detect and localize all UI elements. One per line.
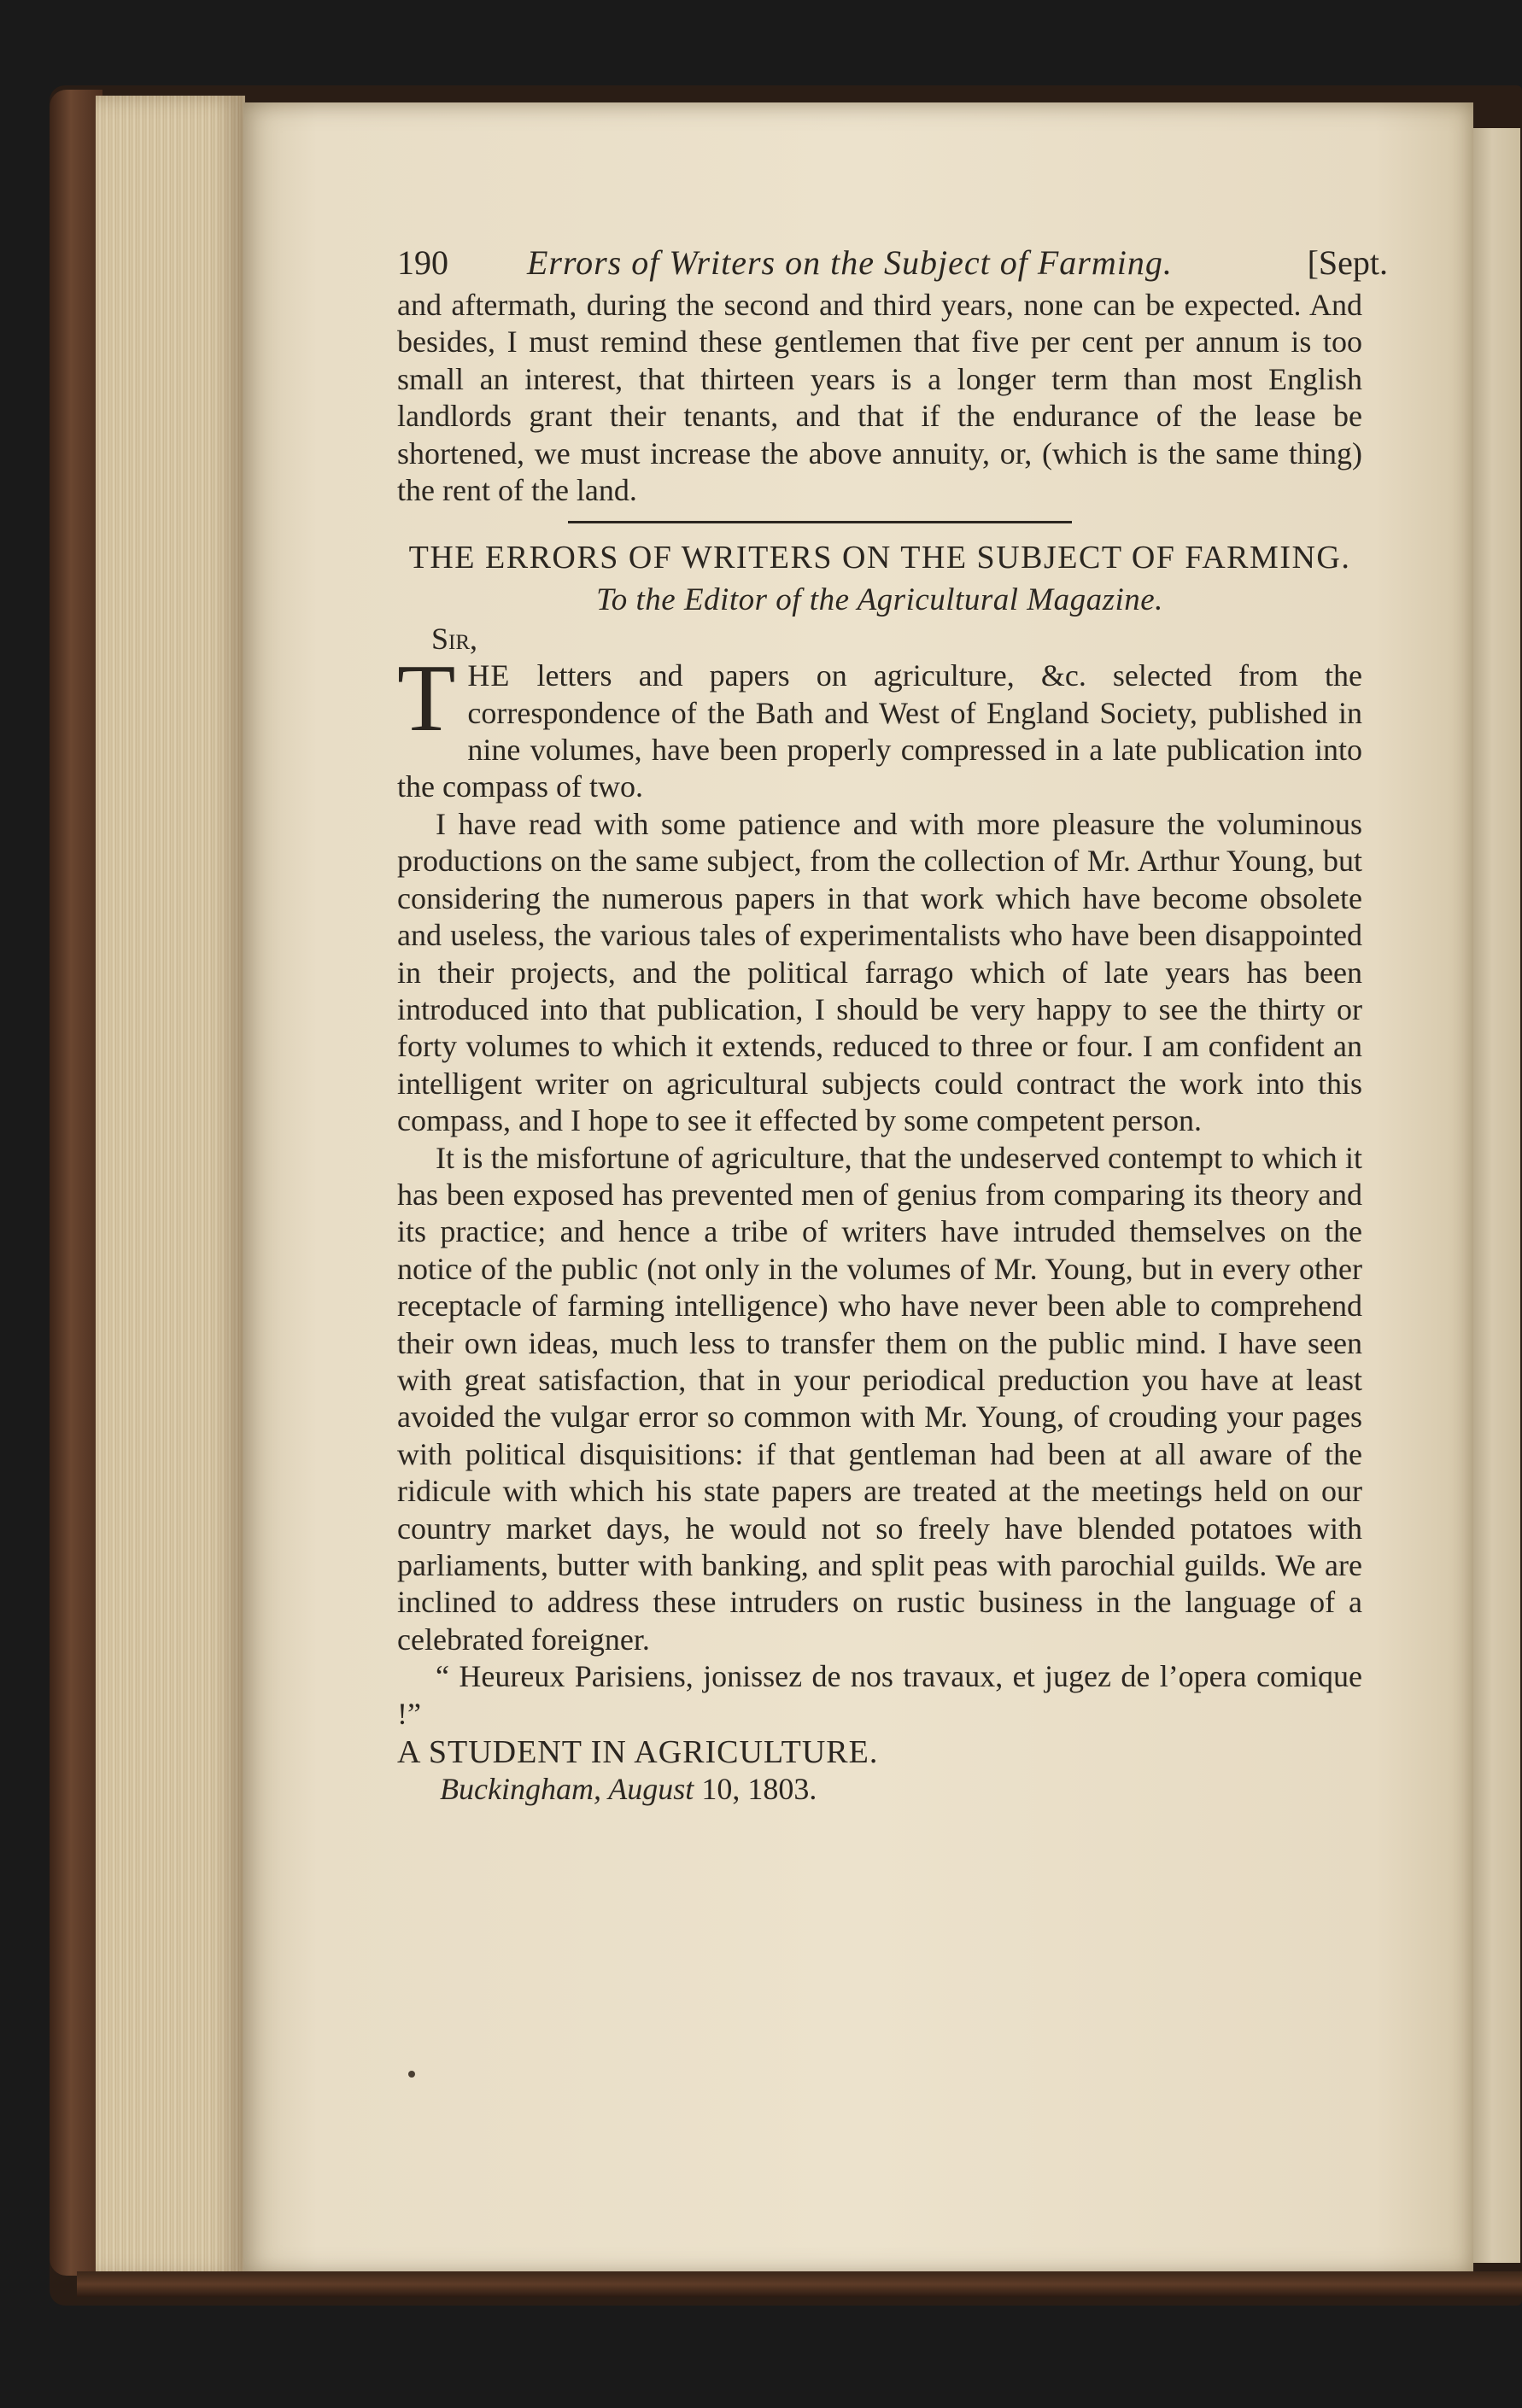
next-page-edge: [1473, 128, 1520, 2263]
running-header: [397, 239, 1388, 287]
page-number: 190: [397, 243, 448, 282]
page-block-edges: [96, 96, 245, 2277]
previous-article-ending: and aftermath, during the second and third years, none can be expected. And besides, I must remind these gentlemen that five per cent per annum is too small an interest, that thirteen years is a longer term than most English landlords grant their tenants, and that if the endurance of the lease be shortened, we must increase the above annuity, or, (which is the same thing) the rent of the land.: [397, 288, 1362, 508]
first-word: HE: [467, 658, 511, 693]
salutation: Sir,: [431, 621, 478, 656]
cover-bottom-edge: [77, 2271, 1522, 2297]
article-title: THE ERRORS OF WRITERS ON THE SUBJECT OF FARMING.: [408, 540, 1351, 576]
paragraph-2: I have read with some patience and with more pleasure the voluminous productions on the same subject, from the collection of Mr. Arthur Young, but considering the numerous papers in that work which have become obsolete and useless, the various tales of experimentalists who have been disappointed in their projects, and the political farrago which of late years has been introduced into that publication, I should be very happy to see the thirty or forty volumes to which it extends, reduced to three or four. I am confident an intelligent writer on agricultural subjects could contract the work into this compass, and I hope to see it effected by some competent person.: [397, 806, 1362, 1138]
quotation: “ Heureux Parisiens, jonissez de nos travaux, et jugez de l’opera comique !”: [397, 1659, 1362, 1731]
cover-spine-edge: [50, 90, 102, 2276]
paragraph-3: It is the misfortune of agriculture, that the undeserved contempt to which it has been exposed has prevented men of genius from comparing its theory and its practice; and hence a tribe of writers have intruded themselves on the notice of the public (not only in the volumes of Mr. Young, but in every other receptacle of farming intelligence) who have never been able to comprehend their own ideas, much less to transfer them on the public mind. I have seen with great satisfaction, that in your periodical preduction you have at least avoided the vulgar error so common with Mr. Young, of crouding your pages with political disquisitions: if that gentleman had been at all aware of the ridicule with which his state papers are treated at the meetings held on our country market days, he would not so freely have blended potatoes with parliaments, butter with banking, and split peas with parochial guilds. We are inclined to address these intruders on rustic business in the language of a celebrated foreigner.: [397, 1140, 1362, 1657]
date: 10, 1803.: [701, 1772, 817, 1807]
place: Buckingham, August: [440, 1772, 694, 1807]
place-date: [440, 1771, 1362, 1808]
running-title: Errors of Writers on the Subject of Farming.: [527, 243, 1173, 282]
running-month: [Sept.: [1307, 243, 1388, 282]
ink-dot: [408, 2071, 415, 2078]
signature: A STUDENT IN AGRICULTURE.: [397, 1734, 879, 1771]
drop-cap: T: [397, 646, 456, 752]
section-divider: [568, 521, 1072, 523]
paragraph-1-text: letters and papers on agriculture, &c. selected from the correspondence of the Bath and West of England Society, published in nine volumes, have been properly compressed in a late publication into the compass of two.: [397, 658, 1363, 804]
page-text: [397, 239, 1388, 1809]
addressee: To the Editor of the Agricultural Magazine.: [596, 582, 1163, 618]
paragraph-1: [397, 646, 1363, 806]
